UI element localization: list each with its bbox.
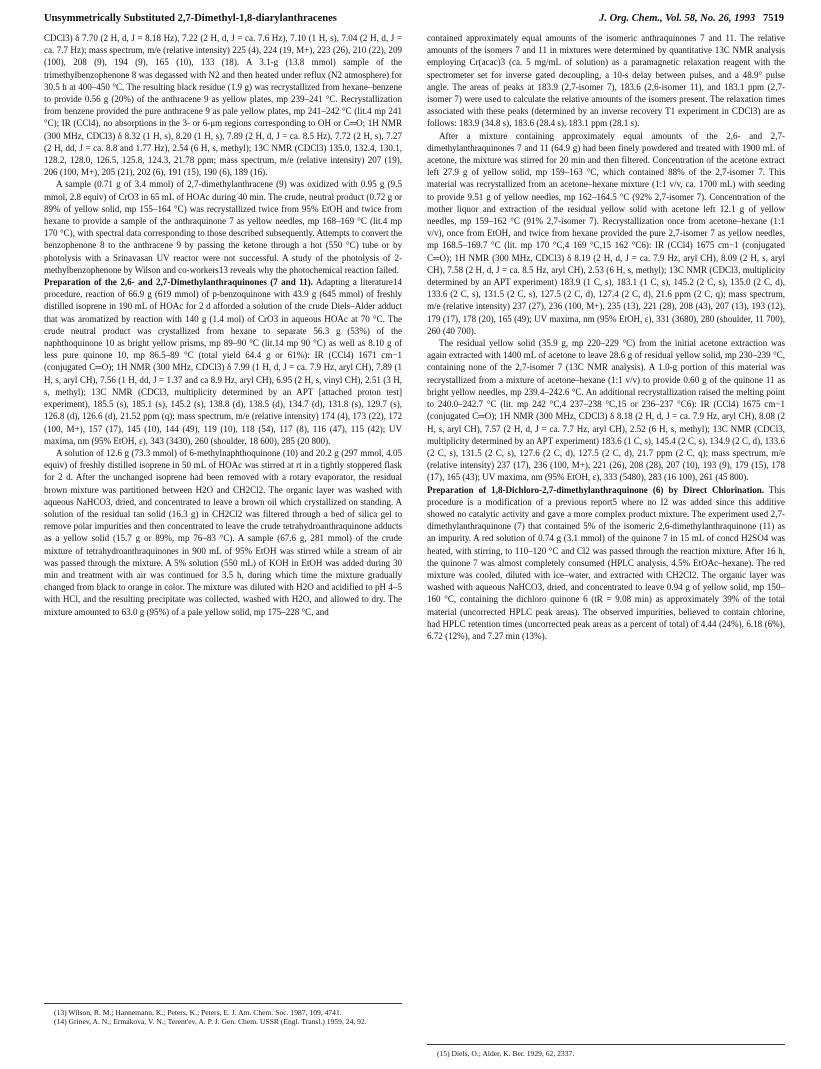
footnote: (15) Diels, O.; Alder, K. Ber. 1929, 62, 2337.	[437, 1049, 575, 1058]
paragraph: The residual yellow solid (35.9 g, mp 220–229 °C) from the initial acetone extraction was again extracted with 1400 mL of acetone to leave 28.6 g of residual yellow solid, mp 230–239 °C, containing none of the 2,7-isomer 7 (13C NMR analysis). A 1.0-g portion of this material was recrystallized from a mixture of acetone–hexane (1:1 v/v) to provide 0.60 g of the quinone 11 as bright yellow needles, mp 239.4–242.6 °C. An additional recrystallization raised the melting point to 240.0–242.7 °C (lit. mp 242 °C,4 237–238 °C,15 or 236–237 °C6): IR (CCl4) 1675 cm−1 (conjugated C═O); 1H NMR (300 MHz, CDCl3) δ 8.18 (2 H, d, J = ca. 7.9 Hz, aryl CH), 8.08 (2 H, s, aryl CH), 7.57 (2 H, d, J = ca. 7.7 Hz, aryl CH), 2.52 (6 H, s, methyl); 13C NMR (CDCl3, multiplicity determined by an APT experiment) 183.6 (1 C, s), 145.4 (2 C, s), 134.9 (2 C, d), 133.6 (2 C, s), 131.5 (2 C, s), 127.6 (2 C, d), 127.5 (2 C, d), 21.7 ppm (2 C, q); mass spectrum, m/e (relative intensity) 237 (17), 236 (100, M+), 221 (26), 208 (28), 207 (10), 193 (9), 179 (15), 178 (17), 165 (43); UV maxima, nm (95% EtOH, ε), 333 (5480), 283 (16 100), 261 (45 800).	[427, 338, 785, 483]
journal-name: J. Org. Chem., Vol. 58, No. 26, 1993	[599, 13, 756, 24]
section-heading: Preparation of the 2,6- and 2,7-Dimethylanthraquinones (7 and 11).	[44, 277, 313, 288]
paragraph: A sample (0.71 g of 3.4 mmol) of 2,7-dimethylanthracene (9) was oxidized with 0.95 g (9.5 mmol, 2.8 equiv) of CrO3 in 65 mL of HOAc during 40 min. The crude, neutral product (0.72 g or 89% of yellow solid, mp 155–164 °C) was recrystallized twice from 95% EtOH and twice from hexane to provide a sample of the anthraquinone 7 as yellow needles, mp 168–169 °C (lit.4 mp 170 °C), with spectral data corresponding to those described subsequently. Attempts to convert the benzophenone 8 to the anthracene 9 by passing the ketone through a hot (550 °C) tube or by photolysis with a Srinavasan UV reactor were not successful. A study of the photolysis of 2-methylbenzophenone by Wilson and co-workers13 reveals why the photochemical reaction failed.	[44, 179, 402, 275]
footnotes-left	[44, 1003, 402, 1027]
right-column	[427, 32, 785, 1052]
footnote: (14) Grinev, A. N.; Ermakova, V. N.; Terent'ev, A. P. J. Gen. Chem. USSR (Engl. Transl.) 1959, 24, 92.	[54, 1017, 367, 1027]
page-number: 7519	[763, 13, 784, 24]
article-title: Unsymmetrically Substituted 2,7-Dimethyl-1,8-diarylanthracenes	[44, 13, 337, 24]
journal-citation	[599, 11, 784, 27]
footnote: (13) Wilson, R. M.; Hannemann, K.; Peters, K.; Peters, E. J. Am. Chem. Soc. 1987, 109, 4741.	[54, 1008, 342, 1017]
left-column	[44, 32, 402, 1000]
paragraph: A solution of 12.6 g (73.3 mmol) of 6-methylnaphthoquinone (10) and 20.2 g (297 mmol, 4.05 equiv) of freshly distilled isoprene in 50 mL of HOAc was stirred at rt in a tightly stoppered flask for 2 d. After the unchanged isoprene had been removed with a rotary evaporator, the residual brown mixture was partitioned between H2O and CH2Cl2. The organic layer was washed with aqueous NaHCO3, dried, and concentrated to leave a brown oil which crystallized on standing. A solution of the residual tan solid (16.3 g) in CH2Cl2 was filtered through a bed of silica gel to remove polar impurities and then concentrated to leave the crude tetrahydroanthraquinone adducts as a yellow solid (15.7 g or 89%, mp 76–83 °C). A sample (67.6 g, 281 mmol) of the crude mixture of tetrahydroanthraquinones in 900 mL of 95% EtOH was stirred while a stream of air was passed through the mixture. A 5% solution (550 mL) of KOH in EtOH was added during 30 min and treatment with air was continued for 3.5 h, during which time the mixture gradually changed from black to orange in color. The mixture was diluted with H2O and acidified to pH 4–5 with HCl, and the resulting precipitate was collected, washed with H2O, and allowed to dry. The mixture amounted to 63.0 g (95%) of a pale yellow solid, mp 175–228 °C, and	[44, 447, 402, 617]
section-heading: Preparation of 1,8-Dichloro-2,7-dimethylanthraquinone (6) by Direct Chlorination.	[427, 484, 765, 495]
paragraph: After a mixture containing approximately equal amounts of the 2,6- and 2,7-dimethylanthraquinones 7 and 11 (64.9 g) had been finely powdered and treated with 1900 mL of acetone, the mixture was stirred for 20 min and then filtered. Concentration of the acetone extract left 27.9 g of yellow solid, mp 159–163 °C, which contained 88% of the 2,7-isomer 7. This material was recrystallized from an acetone–hexane mixture (1:1 v/v, ca. 1700 mL) with seeding to provide 9.51 g of yellow needles, mp 162–164.5 °C (92% 2,7-isomer 7). Concentration of the mother liquor and extraction of the residual yellow solid with acetone left 12.1 g of yellow needles, mp 159–162 °C (91% 2,7-isomer 7). Recrystallization once from acetone–hexane (1:1 v/v), once from EtOH, and twice from hexane provided the pure 2,7-isomer 7 as yellow needles, mp 168.5–169.7 °C (lit. mp 170 °C,4 169 °C,15 162 °C6): IR (CCl4) 1675 cm−1 (conjugated C═O); 1H NMR (300 MHz, CDCl3) δ 8.19 (2 H, d, J = ca. 7.9 Hz, aryl CH), 8.09 (2 H, s, aryl CH), 7.58 (2 H, d, J = ca. 8.5 Hz, aryl CH), 2.53 (6 H, s, methyl); 13C NMR (CDCl3, multiplicity determined by an APT experiment) 183.9 (1 C, s), 183.1 (1 C, s), 145.2 (2 C, s), 135.0 (2 C, d), 133.6 (2 C, s), 131.5 (2 C, s), 127.5 (2 C, d), 127.4 (2 C, d), 21.6 ppm (2 C, q); mass spectrum, m/e (relative intensity) 237 (27), 236 (100, M+), 235 (13), 221 (28), 208 (43), 207 (13), 193 (12), 179 (17), 178 (20), 165 (49); UV maxima, nm (95% EtOH, ε), 331 (3680), 280 (shoulder, 11 700), 260 (40 700).	[427, 130, 785, 336]
paragraph-text: This procedure is a modification of a previous report5 where no I2 was added since this additive showed no catalytic activity and gave a more complex product mixture. The experiment used 2,7-dimethylanthraquinone (7) that contained 5% of the isomeric 2,6-dimethylanthraquinone (11) as an impurity. A red solution of 0.74 g (3.1 mmol) of the quinone 7 in 15 mL of concd H2SO4 was heated, with stirring, to 110–120 °C and Cl2 was passed through the reaction mixture. After 16 h, the quinone 7 was almost completely consumed (HPLC analysis, 4.5% EtOAc–hexane). The red mixture was cooled, diluted with ice–water, and extracted with CH2Cl2. The organic layer was washed with aqueous NaHCO3, dried, and concentrated to leave 0.94 g of yellow solid, mp 150–160 °C, containing the dichloro quinone 6 (tR = 9.08 min) as approximately 39% of the total material (uncorrected HPLC peak areas). The observed impurities, believed to contain chlorine, had HPLC retention times (uncorrected peak areas as a percent of total) of 4.44 (24%), 6.18 (6%), 6.72 (12%), and 7.27 min (13%).	[427, 484, 786, 641]
paragraph: contained approximately equal amounts of the isomeric anthraquinones 7 and 11. The relative amounts of the isomers 7 and 11 in mixtures were determined by quantitative 13C NMR analysis employing Cr(acac)3 (ca. 5 mg/mL of solution) as a paramagnetic relaxation reagent with the spectrometer set for inverse gated decoupling, a 10-s delay between pulses, and a 48.9° pulse angle. The areas of peaks at 183.9 (2,7-isomer 7), 183.6 (2,6-isomer 11), and 183.1 ppm (2,7-isomer 7) were used to calculate the relative amounts of the isomers present. The relaxation times associated with these peaks (determined by an inverse recovery T1 experiment in CDCl3) are as follows: 183.9 (34.8 s), 183.6 (28.4 s), 183.1 ppm (28.1 s).	[427, 33, 785, 129]
paragraph: CDCl3) δ 7.70 (2 H, d, J = 8.18 Hz), 7.22 (2 H, d, J = ca. 7.6 Hz), 7.10 (1 H, s), 7.04 (2 H, d, J = ca. 7.7 Hz); mass spectrum, m/e (relative intensity) 225 (4), 224 (19, M+), 223 (26), 210 (22), 209 (100), 208 (9), 194 (9), 165 (10), 133 (18). A 3.1-g (13.8 mmol) sample of the trimethylbenzophenone 8 was degassed with N2 and then heated under reflux (N2 atmosphere) for 30.5 h at 400–450 °C. The resulting black residue (1.9 g) was recrystallized from hexane–benzene to provide 0.56 g (20%) of the anthracene 9 as yellow plates, mp 239–241 °C. Recrystallization from benzene provided the pure anthracene 9 as pale yellow plates, mp 241–242 °C (lit.4 mp 241 °C); IR (CCl4), no absorptions in the 3- or 6-μm regions corresponding to OH or C═O; 1H NMR (300 MHz, CDCl3) δ 8.32 (1 H, s), 8.20 (1 H, s), 7.89 (2 H, d, J = ca. 8.5 Hz), 7.72 (2 H, s), 7.27 (2 H, dd, J = ca. 8.8 and 1.77 Hz), 2.54 (6 H, s, methyl); 13C NMR (CDCl3) 135.0, 132.4, 130.1, 128.2, 128.0, 126.5, 125.8, 124.3, 21.78 ppm; mass spectrum, m/e (relative intensity) 207 (19), 206 (100, M+), 205 (21), 202 (6), 191 (15), 190 (6), 189 (16).	[44, 33, 402, 178]
paragraph-text: Adapting a literature14 procedure, reaction of 66.9 g (619 mmol) of p-benzoquinone with 43.9 g (645 mmol) of freshly distilled isoprene in 190 mL of HOAc for 2 d afforded a solution of the crude Diels–Alder adduct that was aromatized by reaction with 140 g (1.4 mol) of CrO3 in aqueous HOAc at 70 °C. The crude neutral product was crystallized from hexane to separate 56.3 g (53%) of the naphthoquinone 10 as bright yellow prisms, mp 89–90 °C (lit.14 mp 90 °C) as well as 8.10 g of less pure quinone 10, mp 86.5–89 °C (total yield 64.4 g or 61%): IR (CCl4) 1671 cm−1 (conjugated C═O); 1H NMR (300 MHz, CDCl3) δ 7.99 (1 H, d, J = ca. 7.9 Hz, aryl CH), 7.89 (1 H, s, aryl CH), 7.56 (1 H, dd, J = 1.37 and ca 8.9 Hz, aryl CH), 6.95 (2 H, s, vinyl CH), 2.51 (3 H, s, methyl); 13C NMR (CDCl3, multiplicity determined by an APT [attached proton test] experiment), 185.5 (s), 185.1 (s), 145.2 (s), 138.8 (d), 138.5 (d), 134.7 (d), 131.8 (s), 129.7 (s), 126.8 (d), 126.6 (d), 21.52 ppm (q); mass spectrum, m/e (relative intensity) 174 (4), 173 (22), 172 (100, M+), 157 (17), 145 (10), 144 (49), 119 (10), 118 (54), 117 (8), 116 (47), 115 (42); UV maxima, nm (95% EtOH, ε), 343 (3430), 260 (shoulder, 18 600), 285 (20 800).	[44, 277, 402, 446]
footnotes-right	[427, 1044, 785, 1058]
running-head	[44, 11, 784, 27]
